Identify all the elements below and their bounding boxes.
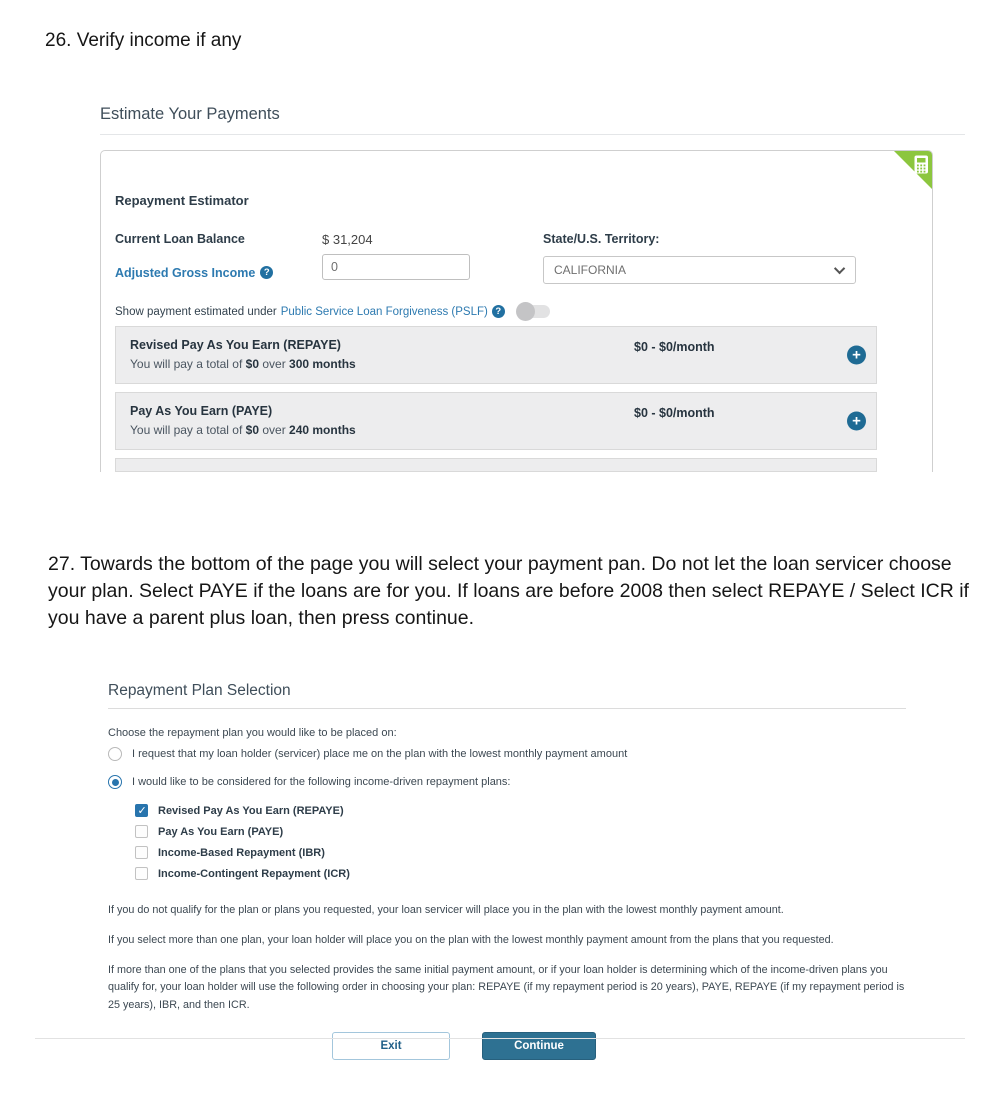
checkbox-icr[interactable]	[135, 863, 906, 884]
plan-subtitle: You will pay a total of $0 over 240 months	[130, 423, 356, 437]
plan-checkbox-group	[135, 800, 906, 884]
state-select-value: CALIFORNIA	[554, 263, 627, 277]
radio-icon	[108, 747, 122, 761]
checkbox-icon	[135, 804, 148, 817]
plan-order-note: If more than one of the plans that you selected provides the same initial payment amount, or if your loan holder is determining which of the income-driven plans you qualify for, your loan holder will use the following order in choosing your plan: REPAYE (if my repayment period is 20 years), PAYE, REPAYE (if my repayment period is 25 years), IBR, and then ICR.	[108, 963, 905, 1012]
step-27-heading: 27. Towards the bottom of the page you will select your payment pan. Do not let the loan servicer choose your plan. Select PAYE if the loans are for you. If loans are before 2008 then select REPAYE / Select ICR if you have a parent plus loan, then press continue.	[48, 553, 969, 629]
checkbox-label: Pay As You Earn (PAYE)	[158, 825, 284, 838]
estimator-screenshot	[100, 105, 965, 472]
plan-row-cutoff	[115, 458, 877, 472]
checkbox-icon	[135, 846, 148, 859]
balance-label: Current Loan Balance	[115, 232, 245, 246]
estimator-form	[115, 232, 918, 284]
chevron-down-icon	[834, 263, 845, 274]
plan-selection-intro: Choose the repayment plan you would like to be placed on:	[108, 727, 397, 739]
checkbox-repaye[interactable]	[135, 800, 906, 821]
estimator-card	[100, 150, 933, 472]
footer-divider	[35, 1038, 965, 1039]
plan-payment-range: $0 - $0/month	[634, 406, 715, 420]
button-row	[332, 1032, 906, 1060]
checkbox-ibr[interactable]	[135, 842, 906, 863]
plan-payment-range: $0 - $0/month	[634, 340, 715, 354]
calculator-icon	[894, 151, 932, 189]
radio-servicer-choose[interactable]	[108, 747, 906, 762]
pslf-prefix: Show payment estimated under	[115, 305, 277, 318]
pslf-toggle[interactable]	[517, 305, 550, 318]
pslf-link[interactable]: Public Service Loan Forgiveness (PSLF)	[280, 305, 488, 318]
question-mark-icon[interactable]: ?	[492, 305, 505, 318]
continue-button[interactable]: Continue	[482, 1032, 596, 1060]
radio-label: I request that my loan holder (servicer) place me on the plan with the lowest monthly payment amount	[132, 748, 628, 760]
plan-row-repaye	[115, 326, 877, 384]
plan-name: Revised Pay As You Earn (REPAYE)	[130, 338, 341, 352]
checkbox-icon	[135, 825, 148, 838]
balance-value: $ 31,204	[322, 232, 373, 247]
plan-selection-title: Repayment Plan Selection	[108, 682, 906, 709]
multiple-plan-note: If you select more than one plan, your loan holder will place you on the plan with the lowest monthly payment amount from the plans that you requested.	[108, 933, 834, 946]
pslf-toggle-row	[115, 305, 918, 318]
checkbox-icon	[135, 867, 148, 880]
state-select[interactable]	[543, 256, 856, 284]
exit-button[interactable]: Exit	[332, 1032, 450, 1060]
qualify-note: If you do not qualify for the plan or plans you requested, your loan servicer will place you in the plan with the lowest monthly payment amount.	[108, 904, 784, 916]
checkbox-label: Revised Pay As You Earn (REPAYE)	[158, 804, 344, 817]
state-label: State/U.S. Territory:	[543, 232, 660, 246]
toggle-knob	[516, 302, 535, 321]
radio-icon	[108, 775, 122, 789]
plus-icon[interactable]: +	[847, 412, 866, 431]
agi-label-row	[115, 261, 322, 284]
plus-icon[interactable]: +	[847, 346, 866, 365]
step-26-heading: 26. Verify income if any	[45, 30, 242, 51]
checkbox-label: Income-Based Repayment (IBR)	[158, 846, 325, 859]
plan-row-paye	[115, 392, 877, 450]
estimator-section-title: Estimate Your Payments	[100, 105, 965, 135]
question-mark-icon[interactable]: ?	[260, 266, 273, 279]
radio-income-driven[interactable]	[108, 775, 906, 790]
plan-name: Pay As You Earn (PAYE)	[130, 404, 273, 418]
plan-subtitle: You will pay a total of $0 over 300 months	[130, 357, 356, 371]
plan-selection-screenshot	[108, 682, 906, 1060]
agi-label[interactable]: Adjusted Gross Income	[115, 265, 256, 280]
card-title: Repayment Estimator	[115, 193, 249, 208]
checkbox-paye[interactable]	[135, 821, 906, 842]
radio-label: I would like to be considered for the following income-driven repayment plans:	[132, 776, 511, 788]
agi-input[interactable]	[322, 254, 470, 280]
checkbox-label: Income-Contingent Repayment (ICR)	[158, 867, 350, 880]
